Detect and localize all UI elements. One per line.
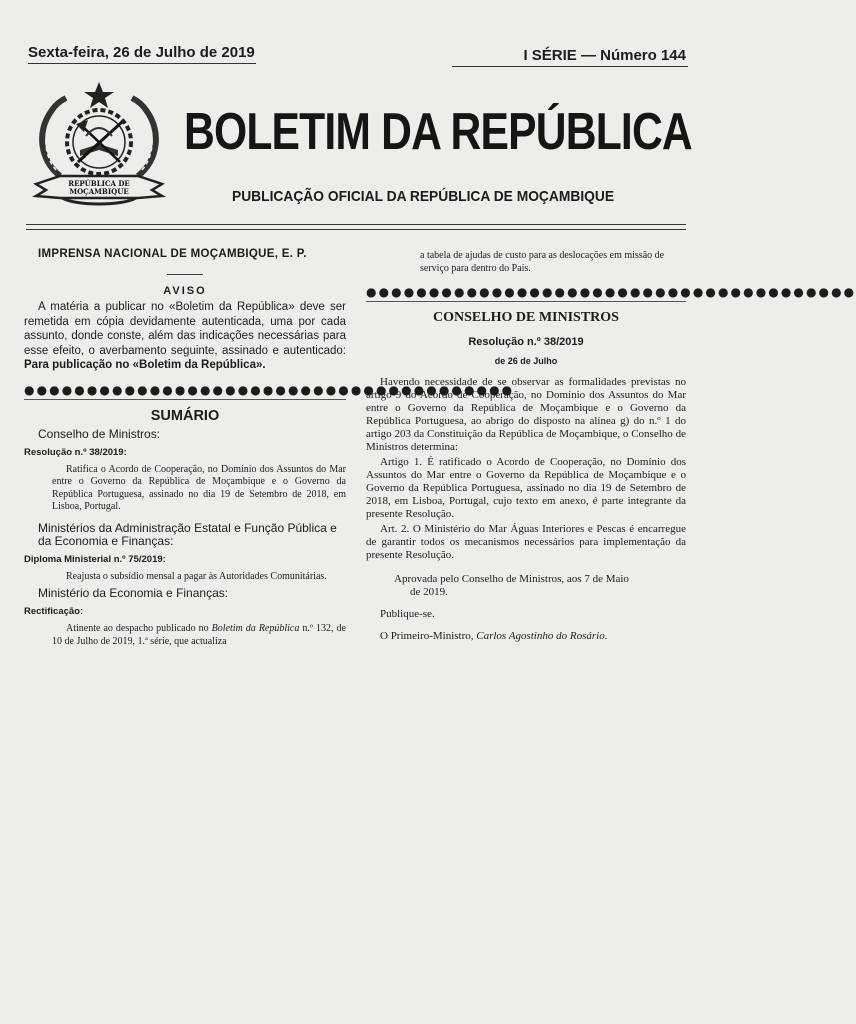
paragraph-text: Art. 2. O Ministério do Mar Águas Interiores e Pescas é encarregue de garantir todos os mecanismos necessários para implementação da presente Resolução. — [366, 523, 686, 561]
summary-body — [52, 464, 346, 514]
resolution-article-2 — [366, 523, 686, 562]
conselho-title: CONSELHO DE MINISTROS — [433, 310, 619, 325]
publique-line: Publique-se. — [380, 608, 435, 620]
resolution-paragraph — [366, 376, 686, 454]
continued-text: a tabela de ajudas de custo para as deslocações em missão de serviço para dentro do País. — [420, 250, 665, 274]
summary-body — [52, 571, 346, 584]
divider-line — [366, 301, 686, 302]
summary-body-text: Reajusta o subsídio mensal a pagar às Autoridades Comunitárias. — [66, 570, 327, 582]
header-rule-thin — [26, 229, 686, 230]
paragraph-text: Havendo necessidade de se observar as formalidades previstas no artigo 9 do Acordo de Cooperação, no Domínio dos Assuntos do Mar entre o Governo da República de Moçambique e o Governo da República Portuguesa, ao abrigo do disposto na alínea g) do n.º 1 do artigo 203 da Constituição da República de Moçambique, o Conselho de Ministros determina: — [366, 376, 686, 453]
summary-subhead: Resolução n.º 38/2019: — [24, 446, 127, 458]
header-rule-thick — [26, 224, 686, 225]
summary-body-italic: Boletim da República — [211, 623, 300, 634]
approval-line — [394, 573, 686, 599]
masthead-title: BOLETIM DA REPÚBLICA — [184, 103, 692, 161]
masthead-subtitle: PUBLICAÇÃO OFICIAL DA REPÚBLICA DE MOÇAMBIQUE — [232, 188, 615, 205]
dotted-divider: ●●●●●●●●●●●●●●●●●●●●●●●●●●●●●●●●●●●●●●● — [24, 382, 515, 397]
summary-section-head: Ministério da Economia e Finanças: — [38, 586, 229, 600]
approval-text: Aprovada pelo Conselho de Ministros, aos 7 de Maio — [394, 573, 629, 585]
signer-name: Carlos Agostinho do Rosário. — [476, 630, 608, 642]
emblem-text-top: REPÚBLICA DE — [68, 179, 130, 188]
aviso-bold: Para publicação no «Boletim da República». — [24, 359, 266, 371]
issue-date: Sexta-feira, 26 de Julho de 2019 — [28, 44, 255, 61]
summary-body-text: Ratifica o Acordo de Cooperação, no Domínio dos Assuntos do Mar entre o Governo da República de Moçambique e o Governo da República Portuguesa, assinado no dia 19 de Setembro de 2018, em Lisboa, Portugal. — [52, 463, 346, 512]
resolution-article-1 — [366, 456, 686, 521]
sumario-title: SUMÁRIO — [150, 407, 220, 424]
divider-line — [24, 399, 346, 400]
signature-line — [380, 630, 686, 643]
summary-section-head: Conselho de Ministros: — [38, 426, 161, 441]
approval-date: de 2019. — [410, 586, 448, 598]
dotted-divider: ●●●●●●●●●●●●●●●●●●●●●●●●●●●●●●●●●●●●●●● — [366, 285, 856, 299]
signer-title: O Primeiro-Ministro, — [380, 630, 477, 642]
date-underline — [28, 63, 256, 64]
issue-number: I SÉRIE — Número 144 — [523, 47, 686, 64]
summary-body-text: n.º 132, de 10 de Julho de 2019, 1.ª série, que actualiza — [52, 623, 346, 647]
emblem-text-bottom: MOÇAMBIQUE — [69, 187, 129, 196]
resolution-date: de 26 de Julho — [494, 356, 558, 366]
summary-section-head: Ministérios da Administração Estatal e Função Pública e da Economia e Finanças: — [38, 520, 337, 548]
summary-body-text: Atinente ao despacho publicado no — [66, 623, 212, 634]
issue-underline — [452, 66, 688, 67]
aviso-title: AVISO — [163, 285, 207, 297]
right-column — [366, 250, 856, 643]
summary-subhead: Rectificação: — [24, 606, 84, 617]
resolution-title: Resolução n.º 38/2019 — [468, 336, 584, 348]
imprensa-heading: IMPRENSA NACIONAL DE MOÇAMBIQUE, E. P. — [38, 248, 307, 260]
summary-subhead: Diploma Ministerial n.º 75/2019: — [24, 553, 166, 565]
paragraph-text: Artigo 1. É ratificado o Acordo de Cooperação, no Domínio dos Assuntos do Mar entre o Governo da República de Moçambique e o Governo da República Portuguesa, assinado no dia 19 de Setembro de 2018, em Lisboa, Portugal, cujo texto em anexo, é parte integrante da presente Resolução. — [366, 456, 686, 520]
short-divider — [167, 274, 203, 275]
summary-body — [52, 623, 346, 648]
aviso-body: A matéria a publicar no «Boletim da República» deve ser remetida em cópia devidamente autenticada, uma por cada assunto, donde conste, além das indicações necessárias para esse efeito, o averbamento seguinte, assinado e autenticado: — [24, 301, 346, 357]
national-emblem-icon — [26, 80, 172, 218]
aviso-text — [24, 300, 346, 373]
